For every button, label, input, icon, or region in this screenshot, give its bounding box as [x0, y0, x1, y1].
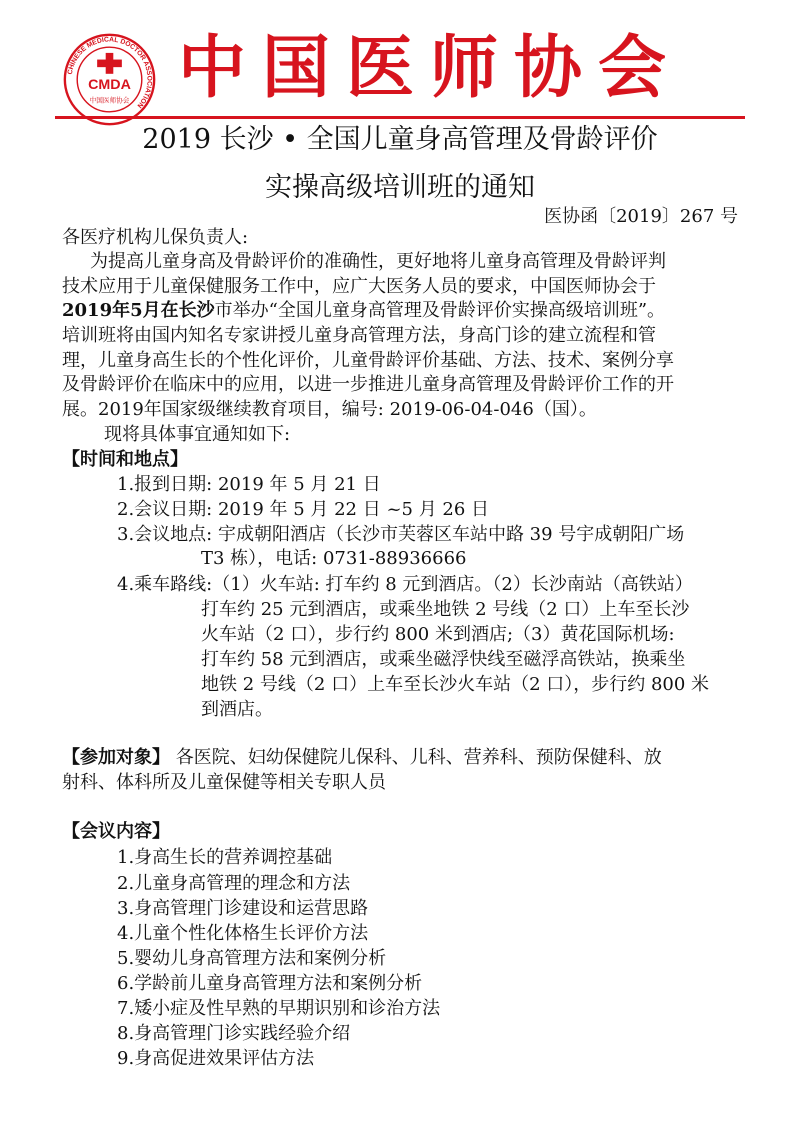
logo-ring-text: CHINESE MEDICAL DOCTOR ASSOCIATION [66, 36, 153, 110]
intro-line [62, 299, 665, 323]
list-item-continuation: 打车约 25 元到酒店，或乘坐地铁 2 号线（2 口）上车至长沙 [201, 599, 690, 620]
list-item: 4.乘车路线:（1）火车站: 打车约 8 元到酒店。（2）长沙南站（高铁站） [117, 574, 693, 595]
audience-text: 射科、体科所及儿童保健等相关专职人员 [62, 772, 386, 793]
intro-line: 为提高儿童身高及骨龄评价的准确性，更好地将儿童身高管理及骨龄评判 [90, 251, 666, 272]
list-item-continuation: 地铁 2 号线（2 口）上车至长沙火车站（2 口），步行约 800 米 [201, 674, 710, 695]
intro-line: 现将具体事宜通知如下: [104, 424, 291, 445]
logo-abbr: CMDA [88, 77, 131, 93]
list-item-continuation: 到酒店。 [201, 699, 273, 720]
list-item: 2.会议日期: 2019 年 5 月 22 日 ~5 月 26 日 [117, 499, 490, 520]
list-item: 1.报到日期: 2019 年 5 月 21 日 [117, 474, 381, 495]
intro-line: 理，儿童身高生长的个性化评价，儿童骨龄评价基础、方法、技术、案例分享 [62, 350, 674, 371]
intro-date-place: 2019年5月在长沙 [62, 300, 215, 321]
content-item: 1.身高生长的营养调控基础 [117, 847, 333, 868]
content-item: 2.儿童身高管理的理念和方法 [117, 873, 351, 894]
section-heading-content: 【会议内容】 [62, 821, 170, 842]
list-item-continuation: 打车约 58 元到酒店，或乘坐磁浮快线至磁浮高铁站，换乘坐 [201, 649, 686, 670]
section-heading-time: 【时间和地点】 [62, 449, 188, 470]
content-item: 7.矮小症及性早熟的早期识别和诊治方法 [117, 998, 441, 1019]
header-divider [55, 116, 745, 119]
intro-line-rest: 市举办“全国儿童身高管理及骨龄评价实操高级培训班”。 [214, 300, 666, 321]
cmda-logo [62, 32, 157, 127]
content-item: 5.婴幼儿身高管理方法和案例分析 [117, 948, 387, 969]
intro-line: 及骨龄评价在临床中的应用，以进一步推进儿童身高管理及骨龄评价工作的开 [62, 374, 674, 395]
section-audience [62, 746, 662, 770]
notice-title-line-2: 实操高级培训班的通知 [265, 172, 535, 203]
logo-cn-text: 中国医师协会 [89, 96, 130, 105]
org-name: 中国医师协会 [178, 28, 683, 108]
content-item: 3.身高管理门诊建设和运营思路 [117, 898, 369, 919]
notice-title-line-1: 2019 长沙 • 全国儿童身高管理及骨龄评价 [142, 124, 658, 155]
content-item: 9.身高促进效果评估方法 [117, 1048, 315, 1069]
intro-line: 培训班将由国内知名专家讲授儿童身高管理方法，身高门诊的建立流程和管 [62, 325, 656, 346]
section-heading-audience: 【参加对象】 [62, 747, 170, 768]
list-item-continuation: 火车站（2 口），步行约 800 米到酒店;（3）黄花国际机场: [201, 624, 675, 645]
content-item: 6.学龄前儿童身高管理方法和案例分析 [117, 973, 423, 994]
list-item: 3.会议地点: 宇成朝阳酒店（长沙市芙蓉区车站中路 39 号宇成朝阳广场 [117, 524, 685, 545]
content-item: 8.身高管理门诊实践经验介绍 [117, 1023, 351, 1044]
content-item: 4.儿童个性化体格生长评价方法 [117, 923, 369, 944]
document-number: 医协函〔2019〕267 号 [544, 206, 738, 227]
intro-line: 技术应用于儿童保健服务工作中，应广大医务人员的要求，中国医师协会于 [62, 276, 656, 297]
list-item-continuation: T3 栋），电话: 0731-88936666 [201, 548, 467, 569]
audience-text: 各医院、妇幼保健院儿保科、儿科、营养科、预防保健科、放 [175, 747, 662, 768]
salutation: 各医疗机构儿保负责人: [62, 227, 249, 248]
letterhead [0, 0, 800, 120]
intro-line: 展。2019年国家级继续教育项目，编号: 2019-06-04-046（国）。 [62, 399, 597, 420]
